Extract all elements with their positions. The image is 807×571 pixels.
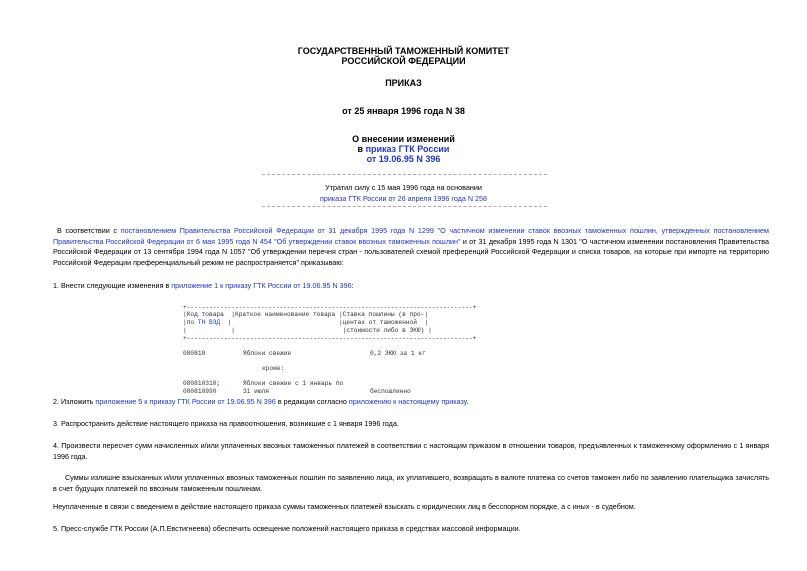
unpaid-paragraph: Неуплаченные в связи с введением в действие настоящего приказа суммы таможенных платежей взыскать с юридических лиц в бесспорном порядке, а с иных - в судебном.: [53, 502, 636, 511]
item4-paragraph: 4. Произвести пересчет сумм начисленных и/или уплаченных ввозных таможенных платежей в соответствии с настоящим приказом в отношении товаров, предъявленных к таможенному оформлению с 1 января 1996 года.: [53, 441, 769, 461]
table-row3-name: Яблоки свежие с 1 январь по: [243, 380, 344, 387]
table-header-line3: | | |стоимости либо в ЭКЮ) |: [183, 327, 432, 334]
org-name-line1: ГОСУДАРСТВЕННЫЙ ТАМОЖЕННЫЙ КОМИТЕТ: [297, 46, 510, 56]
item1-colon: :: [351, 281, 354, 290]
order-appendix-link[interactable]: приложению к настоящему приказу: [348, 397, 467, 406]
status-line1: Утратил силу с 15 мая 1996 года на основании: [325, 183, 482, 192]
amended-order-date-link[interactable]: от 19.06.95 N 396: [366, 154, 441, 164]
divider-bottom: [262, 206, 547, 207]
divider-top: [262, 174, 547, 175]
table-row1-code: 080810: [183, 350, 206, 357]
item2-text-mid: в редакции согласно: [275, 397, 349, 406]
appendix1-link[interactable]: приложение 1 к приказу ГТК России от 19.06.95 N 396: [171, 281, 352, 290]
item3-paragraph: 3. Распространить действие настоящего приказа на правоотношения, возникшие с 1 января 1996 года.: [53, 419, 399, 428]
table-header-line2-start: |по: [183, 319, 198, 326]
table-border-bottom: +-----------------------------------------------------------------------------+: [183, 335, 477, 342]
table-header-line2: [183, 319, 428, 327]
item1-paragraph: [53, 281, 769, 292]
preamble-paragraph: [53, 226, 769, 268]
refund-paragraph: Суммы излишне взысканных и/или уплаченных ввозных таможенных пошлин по заявлению лица, их уплатившего, возвращать в валюте платежа со счетов таможен либо по заявлению плательщика зачислять в счет будущих платежей по ввозным таможенным пошлинам.: [53, 473, 769, 493]
item2-text-start: 2. Изложить: [53, 397, 96, 406]
table-row3-code: 080810310;: [183, 380, 221, 387]
status-line2: [0, 193, 807, 204]
tn-ved-link[interactable]: ТН ВЭД: [197, 319, 221, 326]
table-row4-code: 080810990: [183, 388, 217, 395]
org-name-line2: РОССИЙСКОЙ ФЕДЕРАЦИИ: [341, 56, 466, 66]
table-header-line1: |Код товара |Краткое наименование товара |Ставка пошлины (в про-|: [183, 311, 429, 318]
item5-paragraph: 5. Пресс-службе ГТК России (А.П.Евстигнеева) обеспечить освещение положений настоящего приказа в средствах массовой информации.: [53, 524, 521, 533]
doc-type: ПРИКАЗ: [385, 78, 422, 88]
table-row1-rate: 0,2 ЭКЮ за 1 кг: [370, 350, 426, 357]
table-border-top: +-----------------------------------------------------------------------------+: [183, 304, 477, 311]
preamble-text-start: В соответствии с: [57, 226, 121, 235]
doc-date-number: от 25 января 1996 года N 38: [342, 106, 465, 116]
subject-line2-prefix: в: [357, 144, 366, 154]
item2-paragraph: [53, 397, 769, 408]
amended-order-link[interactable]: приказ ГТК России: [365, 144, 450, 154]
preamble-text-end: и от 31 декабря 1995 года N 1301 "О частичном изменении постановления Правительства Российской Федерации от 13 сентября 1994 года N 1057 "Об утверждении перечня стран - пользователей схемой преференций Российской Федерации и списка товаров, на которые при импорте на территорию Российской Федерации преференциальный режим не распространяется" приказываю:: [53, 236, 769, 267]
subject-line1: О внесении изменений: [352, 134, 455, 144]
table-header-line2-end: | |центах от таможенной |: [220, 319, 429, 326]
government-resolution-1299-link[interactable]: постановлением Правительства Российской Федерации от 31 декабря 1995 года N 1299 "О частичном изменении ставок ввозных таможенных пошлин, утвержденных постановлением Правительства Российской Федерации от 6 мая 1995 года N 454 "Об утверждении ставок ввозных таможенных пошлин": [53, 226, 769, 246]
table-row2-except: кроме:: [262, 365, 285, 372]
appendix5-link[interactable]: приложение 5 к приказу ГТК России от 19.06.95 N 396: [95, 397, 276, 406]
table-row4-rate: беспошлинно: [370, 388, 411, 395]
repeal-order-link[interactable]: приказа ГТК России от 26 апреля 1996 года N 258: [319, 194, 488, 203]
subject-line3: [0, 154, 807, 164]
table-row4-name: 31 июля: [243, 388, 269, 395]
subject-line2: [0, 144, 807, 154]
item1-text: 1. Внести следующие изменения в: [53, 281, 172, 290]
item2-text-end: .: [466, 397, 469, 406]
table-row1-name: Яблоки свежие: [243, 350, 292, 357]
